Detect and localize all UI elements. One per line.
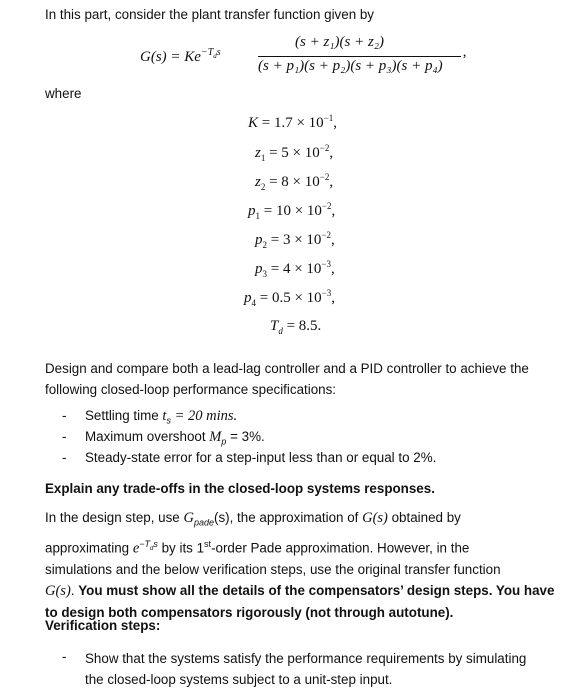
verification-title: Verification steps: <box>45 618 161 633</box>
intro-text: In this part, consider the plant transfer function given by <box>45 7 374 22</box>
equation-denominator: (s + p₁)(s + p₂)(s + p₃)(s + p₄) <box>258 58 443 74</box>
where-label: where <box>45 86 82 101</box>
equation-numerator: (s + z₁)(s + z₂) <box>295 34 385 50</box>
equation-exponent: −T <box>200 47 214 58</box>
param-p2: $p_2 = 3 \times 10^{-2}$, <box>255 230 335 250</box>
param-td: $T_d = 8.5$. <box>270 318 322 336</box>
design-step-line-3: simulations and the below verification steps, use the original transfer function <box>45 562 501 578</box>
design-line-1: Design and compare both a lead-lag controller and a PID controller to achieve the <box>45 361 529 376</box>
param-p1: $p_1 = 10 \times 10^{-2}$, <box>248 201 336 221</box>
param-z1: $z_1 = 5 \times 10^{-2}$, <box>255 143 334 163</box>
design-step-line-4: G(s). You must show all the details of the compensators’ design steps. You have <box>45 583 555 600</box>
equation-exponent-tail: s <box>216 47 221 58</box>
bullet-dash: - <box>62 408 67 423</box>
design-step-line-1: In the design step, use $G_{pade}(s)$, the approximation of G(s) obtained by <box>45 510 461 528</box>
param-p4: $p_4 = 0.5 \times 10^{-3}$, <box>244 288 335 308</box>
equation-lhs: G(s) = Ke <box>140 49 201 65</box>
equation-exponent-sub: d <box>213 52 217 60</box>
verification-item <box>85 648 565 690</box>
bullet-dash: - <box>62 649 67 664</box>
bullet-dash: - <box>62 429 67 444</box>
equation-tail: ’ <box>462 52 467 68</box>
spec-steady-state: Steady-state error for a step-input less than or equal to 2%. <box>85 450 437 465</box>
equation-fraction <box>258 34 463 78</box>
design-step-line-2: approximating $e^{-T_ds}$ by its 1st-order Pade approximation. However, in the <box>45 538 470 557</box>
design-step-line-5: to design both compensators rigorously (not through autotune). <box>45 605 454 621</box>
param-p3: $p_3 = 4 \times 10^{-3}$, <box>255 259 335 279</box>
spec-settling-time: Settling time $t_s = 20$ mins. <box>85 408 238 426</box>
param-k: $K = 1.7 \times 10^{-1}$, <box>248 113 338 131</box>
design-line-2: following closed-loop performance specifications: <box>45 382 337 397</box>
spec-overshoot: Maximum overshoot $M_p = 3\%$. <box>85 429 265 447</box>
verification-line-1: Show that the systems satisfy the performance requirements by simulating <box>85 651 527 666</box>
design-step-paragraph <box>45 507 565 623</box>
tradeoffs-text: Explain any trade-offs in the closed-loop systems responses. <box>45 481 435 496</box>
bullet-dash: - <box>62 450 67 465</box>
verification-line-2: the closed-loop systems subject to a unit-step input. <box>85 672 393 687</box>
design-paragraph <box>45 358 565 400</box>
param-z2: $z_2 = 8 \times 10^{-2}$, <box>255 172 334 192</box>
